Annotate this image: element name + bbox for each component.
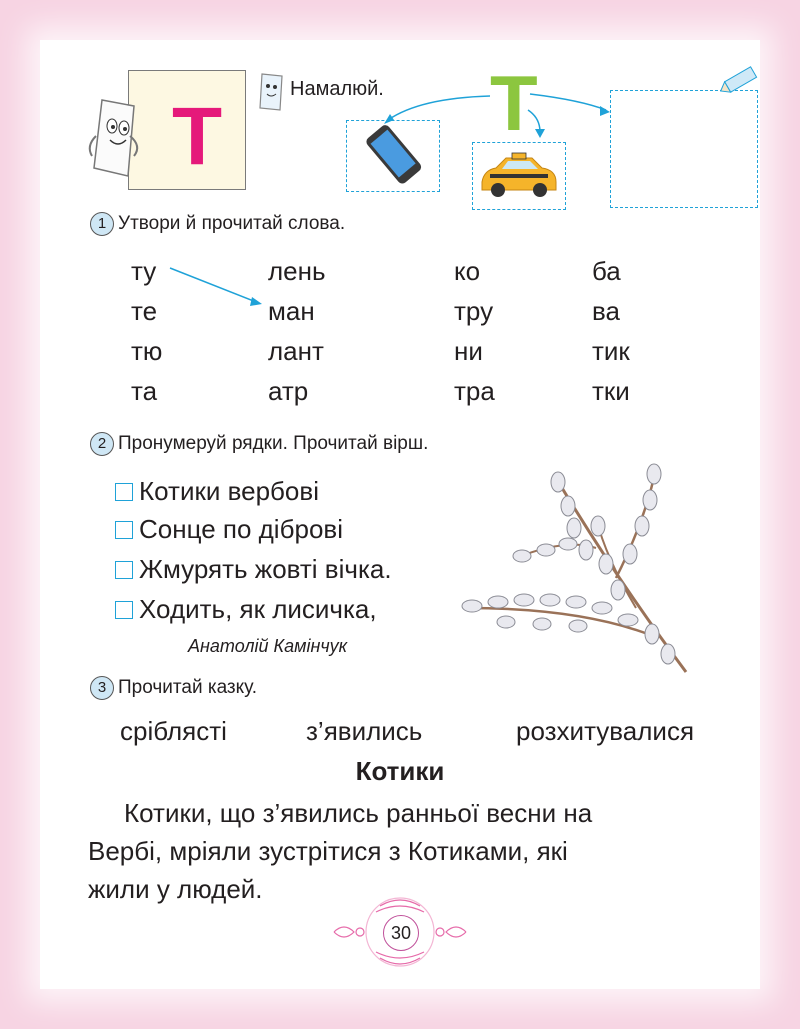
line-number-checkbox[interactable] — [115, 601, 133, 619]
poem-line — [115, 476, 319, 507]
page-number: 30 — [383, 915, 419, 951]
poem-line-text: Жмурять жовті вічка. — [139, 554, 392, 584]
big-letter: Т — [172, 91, 223, 182]
task-number-badge: 2 — [90, 432, 114, 456]
task-number-badge: 1 — [90, 212, 114, 236]
syllable: тра — [454, 376, 495, 406]
syllable: та — [131, 376, 158, 406]
line-number-checkbox[interactable] — [115, 521, 133, 539]
syllable: атр — [268, 376, 309, 406]
willow-branch-icon — [446, 458, 696, 676]
task2-header — [90, 432, 428, 456]
vocab-word: сріблясті — [120, 716, 227, 746]
story-line: жили у людей. — [88, 874, 263, 904]
task1-header — [90, 212, 345, 236]
syllable: ко — [454, 256, 481, 286]
vocab-word: з’явились — [306, 716, 423, 746]
taxi-icon — [476, 152, 560, 202]
paper-mascot-icon — [84, 96, 148, 186]
syllable: ва — [592, 296, 620, 326]
pencil-icon — [716, 66, 760, 96]
drawing-box[interactable] — [610, 90, 758, 208]
syllable: тки — [592, 376, 630, 406]
poem-line-text: Сонце по діброві — [139, 514, 343, 544]
story-line: Вербі, мріяли зустрітися з Котиками, які — [88, 836, 568, 866]
poem-line-text: Котики вербові — [139, 476, 319, 506]
task2-text: Пронумеруй рядки. Прочитай вірш. — [118, 433, 429, 454]
poem-line — [115, 594, 377, 625]
syllable: тру — [454, 296, 494, 326]
line-number-checkbox[interactable] — [115, 561, 133, 579]
story-title: Котики — [355, 756, 445, 786]
poem-line — [115, 514, 343, 545]
task3-header — [90, 676, 257, 700]
syllable: лант — [268, 336, 324, 366]
poem-line — [115, 554, 392, 585]
task-number-badge: 3 — [90, 676, 114, 700]
line-number-checkbox[interactable] — [115, 483, 133, 501]
poem-line-text: Ходить, як лисичка, — [139, 594, 377, 624]
vocab-word: розхитувалися — [516, 716, 695, 746]
small-mascot-icon — [256, 70, 286, 116]
draw-instruction: Намалюй. — [290, 78, 384, 100]
story-line: Котики, що з’явились ранньої весни на — [124, 798, 593, 828]
phone-icon — [360, 124, 426, 186]
syllable: тик — [592, 336, 630, 366]
syllable: ту — [131, 256, 157, 286]
syllable: ман — [268, 296, 315, 326]
task3-text: Прочитай казку. — [118, 677, 258, 698]
example-arrow — [168, 266, 268, 310]
syllable: тю — [131, 336, 163, 366]
task1-text: Утвори й прочитай слова. — [118, 213, 346, 234]
syllable: ни — [454, 336, 483, 366]
syllable: лень — [268, 256, 326, 286]
green-letter: Т — [490, 59, 538, 147]
syllable: те — [131, 296, 158, 326]
poem-author: Анатолій Камінчук — [188, 636, 348, 656]
syllable: ба — [592, 256, 621, 286]
